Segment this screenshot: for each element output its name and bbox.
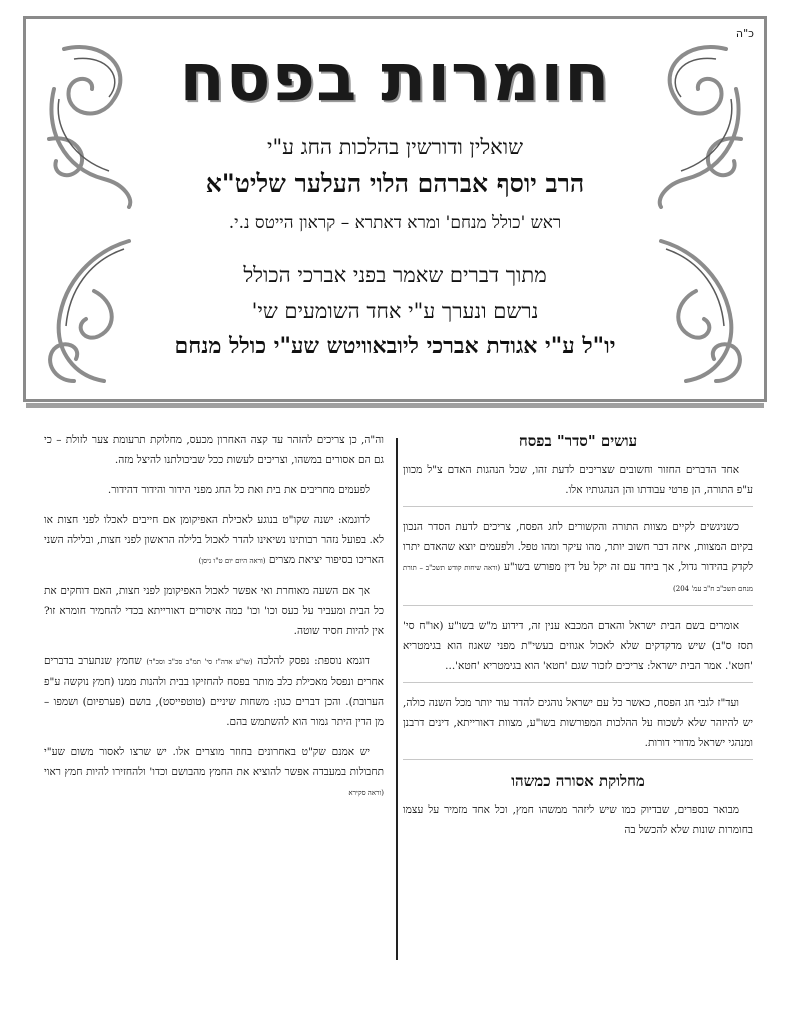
author-role: ראש 'כולל מנחם' ומרא דאתרא – קראון הייטס נ.י. (228, 213, 562, 233)
paragraph (44, 510, 384, 571)
paragraph: אך אם השעה מאוחרת ואי אפשר לאכול האפיקומן לפני חצות, האם דוחקים את כל הבית ומעביר על כעס וכו' וכו' כמה איסורים דאורייתא בכדי להחמיר חומרא זו? אין להיות חסיד שוטה. (44, 585, 384, 637)
paragraph-lead: דוגמא נוספת: נפסק להלכה (257, 655, 370, 667)
author-name: הרב יוסף אברהם הלוי העלער שליט"א (205, 169, 585, 198)
paragraph-text: שחמץ שנתערב בדברים אחרים ונפסל מאכילת כלב מותר בפסח להחזיקו בבית ולהנות ממנו (חמץ נוקשה ע"פ הערובת). והכן דברים כגון: משחות שיניים (טוטפייסט), בושם (פערפיום) ושמפו – מן הדין היתר גמור הוא להשתמש בהם. (44, 655, 384, 728)
right-column (403, 430, 753, 856)
header-frame (23, 16, 767, 402)
subtitle-line: שואלין ודורשין בהלכות החג ע"י (266, 135, 524, 159)
paragraph (44, 651, 384, 732)
paragraph: מבואר בספרים, שבדיוק כמו שיש ליזהר ממשהו חמץ, וכל אחד מזמיר על עצמו בחומרות שונות שלא להכשל בה (403, 804, 753, 836)
paragraph: אחד הדברים החזור וחשובים שצריכים לדעת זהו, שכל הנהגות האדם צ"ל מכוון ע"פ התורה, הן פרטי עבודתו והן הנהגותיו אלו. (403, 460, 753, 507)
paragraph: לפעמים מחריבים את בית ואת כל החג מפני הידור והידור דהידור. (107, 484, 370, 496)
column-divider (396, 438, 398, 960)
section-heading: עושים "סדר" בפסח (518, 432, 638, 450)
paragraph-text: יש אמנם שק"ט באחרונים בחוזר מוצרים אלו. יש שרצו לאסור משום שע"י תחבולות במעבדה אפשר להוציא את החמץ מהבושם וכדו' ולהחזירו להיות חמץ ראוי (44, 746, 384, 778)
paragraph (403, 517, 753, 606)
page-number: כ"ה (735, 27, 754, 40)
paragraph: ועד"ז לגבי חג הפסח, כאשר כל עם ישראל נוהגים להדר עוד יותר מכל השנה כולה, יש להיזהר שלא לשכוח על ההלכות המפורשות בשו"ע, מצוות דאורייתא, דינים דרבנן ומנהגי ישראל מדורי דורות. (403, 693, 753, 760)
source-citation: (וראה סקירא (348, 789, 384, 797)
paragraph-text: לדוגמא: ישנה שקו"ט בנוגע לאכילת האפיקומן אם חייבים לאכלו לפני חצות או לא. בפועל נזהר רבותינו נשיאינו להדר לאכול בלילה הראשון לפני חצות, ובלילה השני האריכו בסיפור יציאת מצרים (44, 514, 384, 566)
source-citation: (וראה היום יום ט"ו ניסן) (198, 557, 266, 565)
source-citation: (שו"ע אדה"ז סי' תמ"ב סכ"ב וסכ"ד) (146, 658, 253, 666)
intro-line-2: נרשם ונערך ע"י אחד השומעים שי' (251, 299, 539, 323)
paragraph: וה"ה, כן צריכים להזהר עד קצה האחרון מכעס, מחלוקת תרעומת צער לזולת – כי גם הם אסורים במשהו, וצריכים לעשות ככל שביכולתנו להיצל מזה. (44, 434, 384, 466)
intro-line-3: יו"ל ע"י אגודת אברכי ליובאוויטש שע"י כולל מנחם (174, 333, 616, 359)
main-title: חומרות בפסח (179, 39, 611, 116)
paragraph (44, 742, 384, 803)
section-heading: מחלוקת אסורה כמשהו (511, 772, 645, 790)
intro-line-1: מתוך דברים שאמר בפני אברכי הכולל (243, 263, 547, 287)
left-column (44, 430, 384, 813)
paragraph-text: כשניגשים לקיים מצוות התורה והקשורים לחג הפסח, צריכים לדעת הסדר הנכון בקיום המצוות, איזה דבר חשוב יותר, מהו עיקר ומהו טפל. ולפעמים יוצא שהאדם יתרו לקדק בהידור גדול, אך ביחד עם זה יקל על דין מפורש בשו"ע (403, 521, 753, 573)
source-citation: (וראה שיחות קודש תשכ"ב – תורת מנחם תשכ"ב ח"ב עמ' 204) (403, 564, 753, 593)
paragraph: אומרים בשם הבית ישראל והאדם המכבא ענין זה, דידוע מ"ש בשו"ע (או"ח סי' תסז ס"ב) שיש מדקדקים שלא לאכול אגוזים בעשי"ת מפני שאגוז הוא בגימטריא 'חטא'. אמר הבית ישראל: צריכים לזכור שגם 'חטא' הוא בגימטריא 'חטא'... (403, 616, 753, 683)
